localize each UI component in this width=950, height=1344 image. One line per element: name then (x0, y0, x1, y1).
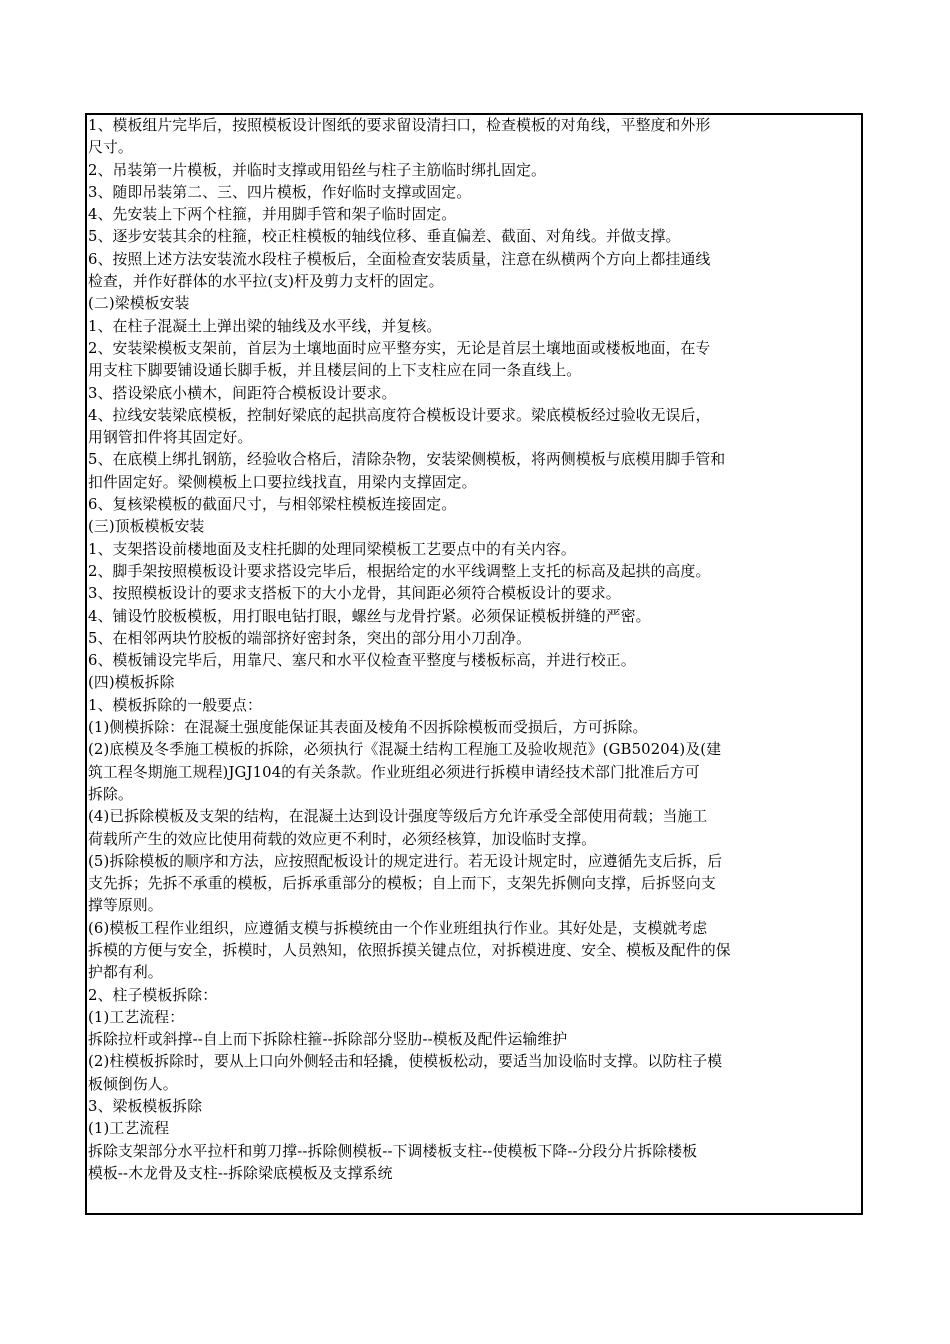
text-line: 5、在底模上绑扎钢筋，经验收合格后，清除杂物，安装梁侧模板，将两侧模板与底模用脚手管和 (88, 451, 726, 469)
text-line: 3、梁板模板拆除 (88, 1098, 203, 1116)
text-line: 3、搭设梁底小横木，间距符合模板设计要求。 (88, 384, 397, 402)
text-line: (2)底模及冬季施工模板的拆除，必须执行《混凝土结构工程施工及验收规范》(GB50204)及(建 (88, 741, 722, 759)
document-frame (85, 113, 863, 1215)
text-line: 2、脚手架按照模板设计要求搭设完毕后，根据给定的水平线调整上支托的标高及起拱的高度。 (88, 562, 711, 580)
text-line: 护都有利。 (88, 964, 163, 982)
text-line: (1)侧模拆除：在混凝土强度能保证其表面及棱角不因拆除模板而受损后，方可拆除。 (88, 719, 648, 737)
text-line: (4)已拆除模板及支架的结构，在混凝土达到设计强度等级后方允许承受全部使用荷载；当施工 (88, 808, 708, 826)
text-line: 拆模的方便与安全，拆模时，人员熟知，依照拆摸关键点位，对拆模进度、安全、模板及配件的保 (88, 941, 731, 959)
text-line: 荷载所产生的效应比使用荷载的效应更不利时，必须经核算，加设临时支撑。 (88, 830, 597, 848)
text-line: 5、逐步安装其余的柱箍，校正柱模板的轴线位移、垂直偏差、截面、对角线。并做支撑。 (88, 228, 681, 246)
text-line: 6、复核梁模板的截面尺寸，与相邻梁柱模板连接固定。 (88, 496, 457, 514)
text-line: 6、按照上述方法安装流水段柱子模板后，全面检查安装质量，注意在纵横两个方向上都挂通线 (88, 250, 711, 268)
text-line: 4、拉线安装梁底模板，控制好梁底的起拱高度符合模板设计要求。梁底模板经过验收无误后， (88, 406, 711, 424)
text-line: 板倾倒伤人。 (88, 1075, 178, 1093)
text-line: 拆除支架部分水平拉杆和剪刀撑--拆除侧模板--下调楼板支柱--使模板下降--分段分片拆除楼板 (88, 1142, 698, 1160)
text-line: 2、安装梁模板支架前，首层为土壤地面时应平整夯实，无论是首层土壤地面或楼板地面，在专 (88, 339, 711, 357)
text-line: (6)模板工程作业组织，应遵循支模与拆模统由一个作业班组执行作业。其好处是，支模就考虑 (88, 919, 708, 937)
text-line: 拆除拉杆或斜撑--自上而下拆除柱箍--拆除部分竖肋--模板及配件运输维护 (88, 1031, 568, 1049)
section-heading: (三)顶板模板安装 (88, 518, 205, 536)
text-line: (1)工艺流程 (88, 1120, 170, 1138)
text-line: 用支柱下脚要铺设通长脚手板，并且楼层间的上下支柱应在同一条直线上。 (88, 362, 582, 380)
text-line: 3、按照模板设计的要求支搭板下的大小龙骨，其间距必须符合模板设计的要求。 (88, 585, 621, 603)
text-line: (1)工艺流程： (88, 1008, 185, 1026)
text-line: (2)柱模板拆除时，要从上口向外侧轻击和轻撬，使模板松动，要适当加设临时支撑。以防柱子模 (88, 1053, 723, 1071)
text-line: (5)拆除模板的顺序和方法，应按照配板设计的规定进行。若无设计规定时，应遵循先支后拆，后 (88, 852, 723, 870)
text-line: 1、支架搭设前楼地面及支柱托脚的处理同梁模板工艺要点中的有关内容。 (88, 540, 576, 558)
text-line: 筑工程冬期施工规程)JGJ104的有关条款。作业班组必须进行拆模申请经技术部门批准后方可 (88, 763, 700, 781)
text-line: 2、吊装第一片模板，并临时支撑或用铅丝与柱子主筋临时绑扎固定。 (88, 161, 546, 179)
text-line: 用钢管扣件将其固定好。 (88, 429, 253, 447)
text-line: 模板--木龙骨及支柱--拆除梁底模板及支撑系统 (88, 1164, 393, 1182)
text-line: 1、模板组片完毕后，按照模板设计图纸的要求留设清扫口，检查模板的对角线，平整度和外形 (88, 117, 711, 134)
text-line: 3、随即吊装第二、三、四片模板，作好临时支撑或固定。 (88, 183, 472, 201)
section-heading: (二)梁模板安装 (88, 295, 190, 313)
text-line: 拆除。 (88, 785, 133, 803)
text-line: 5、在相邻两块竹胶板的端部挤好密封条，突出的部分用小刀刮净。 (88, 629, 532, 647)
text-line: 6、模板铺设完毕后，用靠尺、塞尺和水平仪检查平整度与楼板标高，并进行校正。 (88, 652, 636, 670)
text-line: 4、铺设竹胶板模板，用打眼电钻打眼，螺丝与龙骨拧紧。必须保证模板拼缝的严密。 (88, 607, 651, 625)
section-heading: (四)模板拆除 (88, 674, 175, 692)
text-line: 4、先安装上下两个柱箍，并用脚手管和架子临时固定。 (88, 206, 457, 224)
text-line: 支先拆；先拆不承重的模板，后拆承重部分的模板；自上而下，支架先拆侧向支撑，后拆竖向支 (88, 875, 716, 893)
text-line: 扣件固定好。梁侧模板上口要拉线找直，用梁内支撑固定。 (88, 473, 477, 491)
text-line: 撑等原则。 (88, 897, 163, 915)
text-line: 尺寸。 (88, 139, 133, 157)
text-line: 2、柱子模板拆除： (88, 986, 218, 1004)
document-text (87, 115, 861, 1185)
text-line: 1、在柱子混凝土上弹出梁的轴线及水平线，并复核。 (88, 317, 442, 335)
text-line: 1、模板拆除的一般要点： (88, 696, 262, 714)
text-line: 检查，并作好群体的水平拉(支)杆及剪力支杆的固定。 (88, 273, 444, 291)
